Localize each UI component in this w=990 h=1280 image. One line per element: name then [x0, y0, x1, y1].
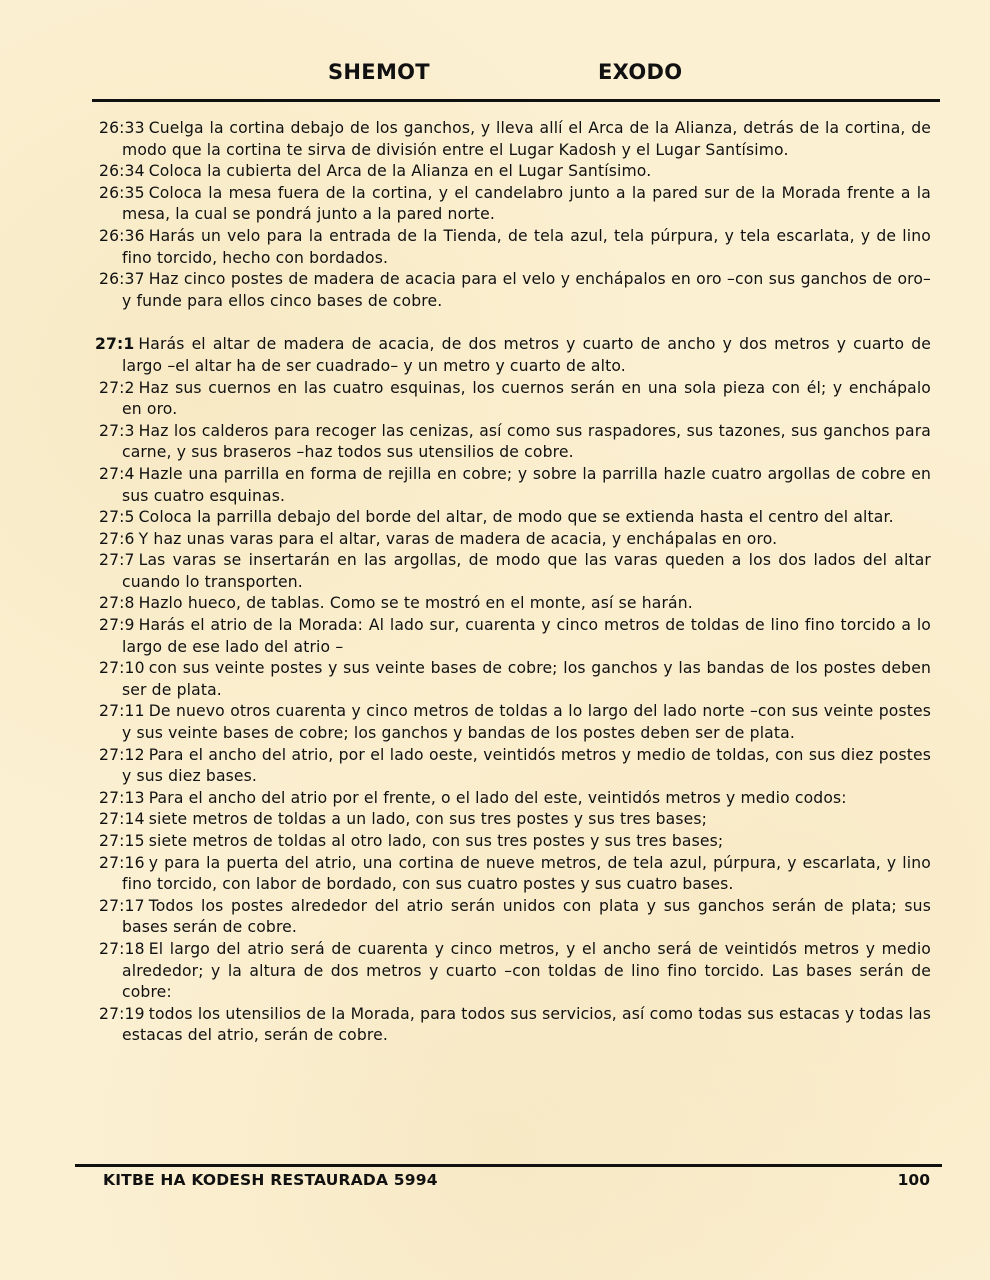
verse-text: siete metros de toldas al otro lado, con sus tres postes y sus tres bases;	[148, 832, 724, 850]
verse-text: Harás el altar de madera de acacia, de dos metros y cuarto de ancho y dos metros y cuarto de largo –el altar ha de ser cuadrado– y un metro y cuarto de alto.	[122, 335, 931, 375]
verse-text: Hazle una parrilla en forma de rejilla en cobre; y sobre la parrilla hazle cuatro argollas de cobre en sus cuatro esquinas.	[122, 464, 931, 505]
verse-text: Harás el atrio de la Morada: Al lado sur, cuarenta y cinco metros de toldas de lino fino torcido a lo largo de ese lado del atrio –	[122, 616, 931, 656]
verse	[95, 378, 931, 421]
header-book-hebrew: SHEMOT	[328, 60, 430, 84]
verse	[95, 550, 931, 593]
verse-ref: 27:19	[99, 1004, 145, 1023]
verse-ref: 27:10	[99, 659, 145, 678]
verse	[95, 809, 931, 831]
verse	[95, 1004, 931, 1047]
verse-ref: 27:14	[99, 810, 145, 829]
chapter-gap	[95, 312, 931, 334]
verse-ref: 26:34	[99, 162, 145, 181]
verse-ref: 27:17	[99, 896, 145, 915]
verse-ref: 27:4	[99, 464, 135, 483]
verse-text: El largo del atrio será de cuarenta y cinco metros, y el ancho será de veintidós metros y medio alrededor; y la altura de dos metros y cuarto –con toldas de lino fino torcido. Las bases serán de cobre:	[122, 939, 931, 1002]
verse-text: Para el ancho del atrio, por el lado oeste, veintidós metros y medio de toldas, con sus diez postes y sus diez bases.	[122, 745, 931, 786]
verse	[95, 421, 931, 464]
verse-text: Haz cinco postes de madera de acacia para el velo y enchápalos en oro –con sus ganchos de oro– y funde para ellos cinco bases de cobre.	[122, 270, 931, 310]
verse-ref: 26:33	[99, 119, 145, 137]
verse	[95, 831, 931, 853]
verse-ref: 27:15	[99, 832, 145, 850]
verse	[95, 118, 931, 161]
verse	[95, 615, 931, 658]
scripture-text	[95, 118, 931, 1047]
verse	[95, 507, 931, 529]
verse-ref: 27:9	[99, 616, 135, 635]
verse-ref: 27:7	[99, 551, 135, 570]
verse-ref: 27:8	[99, 594, 135, 613]
verse-text: De nuevo otros cuarenta y cinco metros de toldas a lo largo del lado norte –con sus veinte postes y sus veinte bases de cobre; los ganchos y bandas de los postes deben ser de plata.	[122, 702, 931, 743]
verse-ref: 27:18	[99, 939, 145, 958]
verse-text: Y haz unas varas para el altar, varas de madera de acacia, y enchápalas en oro.	[138, 529, 778, 548]
verse-ref: 27:16	[99, 853, 145, 872]
verse-ref: 27:6	[99, 529, 135, 548]
verse-ref: 27:12	[99, 745, 145, 764]
verse	[95, 269, 931, 312]
verse-text: Coloca la parrilla debajo del borde del altar, de modo que se extienda hasta el centro del altar.	[138, 508, 894, 527]
verse	[95, 788, 931, 810]
verse-ref: 27:11	[99, 702, 145, 721]
verse-text: Para el ancho del atrio por el frente, o el lado del este, veintidós metros y medio codos:	[148, 788, 847, 807]
verse-text: Haz los calderos para recoger las cenizas, así como sus raspadores, sus tazones, sus ganchos para carne, y sus braseros –haz todos sus utensilios de cobre.	[122, 421, 931, 462]
verse	[95, 939, 931, 1004]
verse-ref: 27:3	[99, 421, 135, 440]
verse	[95, 593, 931, 615]
verse-text: todos los utensilios de la Morada, para todos sus servicios, así como todas sus estacas y todas las estacas del atrio, serán de cobre.	[122, 1004, 931, 1045]
page-header	[0, 60, 990, 90]
verse	[95, 226, 931, 269]
verse-text: siete metros de toldas a un lado, con sus tres postes y sus tres bases;	[148, 810, 708, 829]
verse-ref: 27:2	[99, 378, 135, 397]
verse-text: con sus veinte postes y sus veinte bases de cobre; los ganchos y las bandas de los postes deben ser de plata.	[122, 659, 931, 699]
page-number: 100	[897, 1171, 930, 1189]
chapter-ref: 27:1	[95, 335, 135, 354]
verse	[95, 183, 931, 226]
verse	[95, 745, 931, 788]
verse-text: Cuelga la cortina debajo de los ganchos, y lleva allí el Arca de la Alianza, detrás de la cortina, de modo que la cortina te sirva de división entre el Lugar Kadosh y el Lugar Santísimo.	[122, 119, 931, 159]
verse-text: Hazlo hueco, de tablas. Como se te mostró en el monte, así se harán.	[138, 594, 693, 613]
verse-text: Todos los postes alrededor del atrio serán unidos con plata y sus ganchos serán de plata; sus bases serán de cobre.	[122, 896, 931, 937]
verse-ref: 26:37	[99, 270, 145, 289]
verse	[95, 701, 931, 744]
verse-ref: 26:36	[99, 226, 145, 245]
verse-ref: 27:5	[99, 508, 135, 527]
chapter-start-verse	[95, 334, 931, 377]
verse	[95, 896, 931, 939]
verse	[95, 161, 931, 183]
verse-ref: 27:13	[99, 788, 145, 807]
verse	[95, 529, 931, 551]
footer-rule	[75, 1164, 942, 1167]
verse-text: Harás un velo para la entrada de la Tienda, de tela azul, tela púrpura, y tela escarlata, y de lino fino torcido, hecho con bordados.	[122, 226, 931, 267]
verse	[95, 853, 931, 896]
verse	[95, 658, 931, 701]
footer-title: KITBE HA KODESH RESTAURADA 5994	[103, 1171, 438, 1189]
header-book-spanish: EXODO	[598, 60, 683, 84]
verse-text: Coloca la cubierta del Arca de la Alianza en el Lugar Santísimo.	[148, 162, 652, 181]
verse-text: y para la puerta del atrio, una cortina de nueve metros, de tela azul, púrpura, y escarlata, y lino fino torcido, con labor de bordado, con sus cuatro postes y sus cuatro bases.	[122, 853, 931, 894]
verse-text: Haz sus cuernos en las cuatro esquinas, los cuernos serán en una sola pieza con él; y enchápalo en oro.	[122, 378, 931, 419]
verse-text: Las varas se insertarán en las argollas, de modo que las varas queden a los dos lados del altar cuando lo transporten.	[122, 551, 931, 591]
header-rule	[92, 99, 940, 102]
verse-text: Coloca la mesa fuera de la cortina, y el candelabro junto a la pared sur de la Morada frente a la mesa, la cual se pondrá junto a la pared norte.	[122, 183, 931, 224]
verse	[95, 464, 931, 507]
verse-ref: 26:35	[99, 183, 145, 202]
